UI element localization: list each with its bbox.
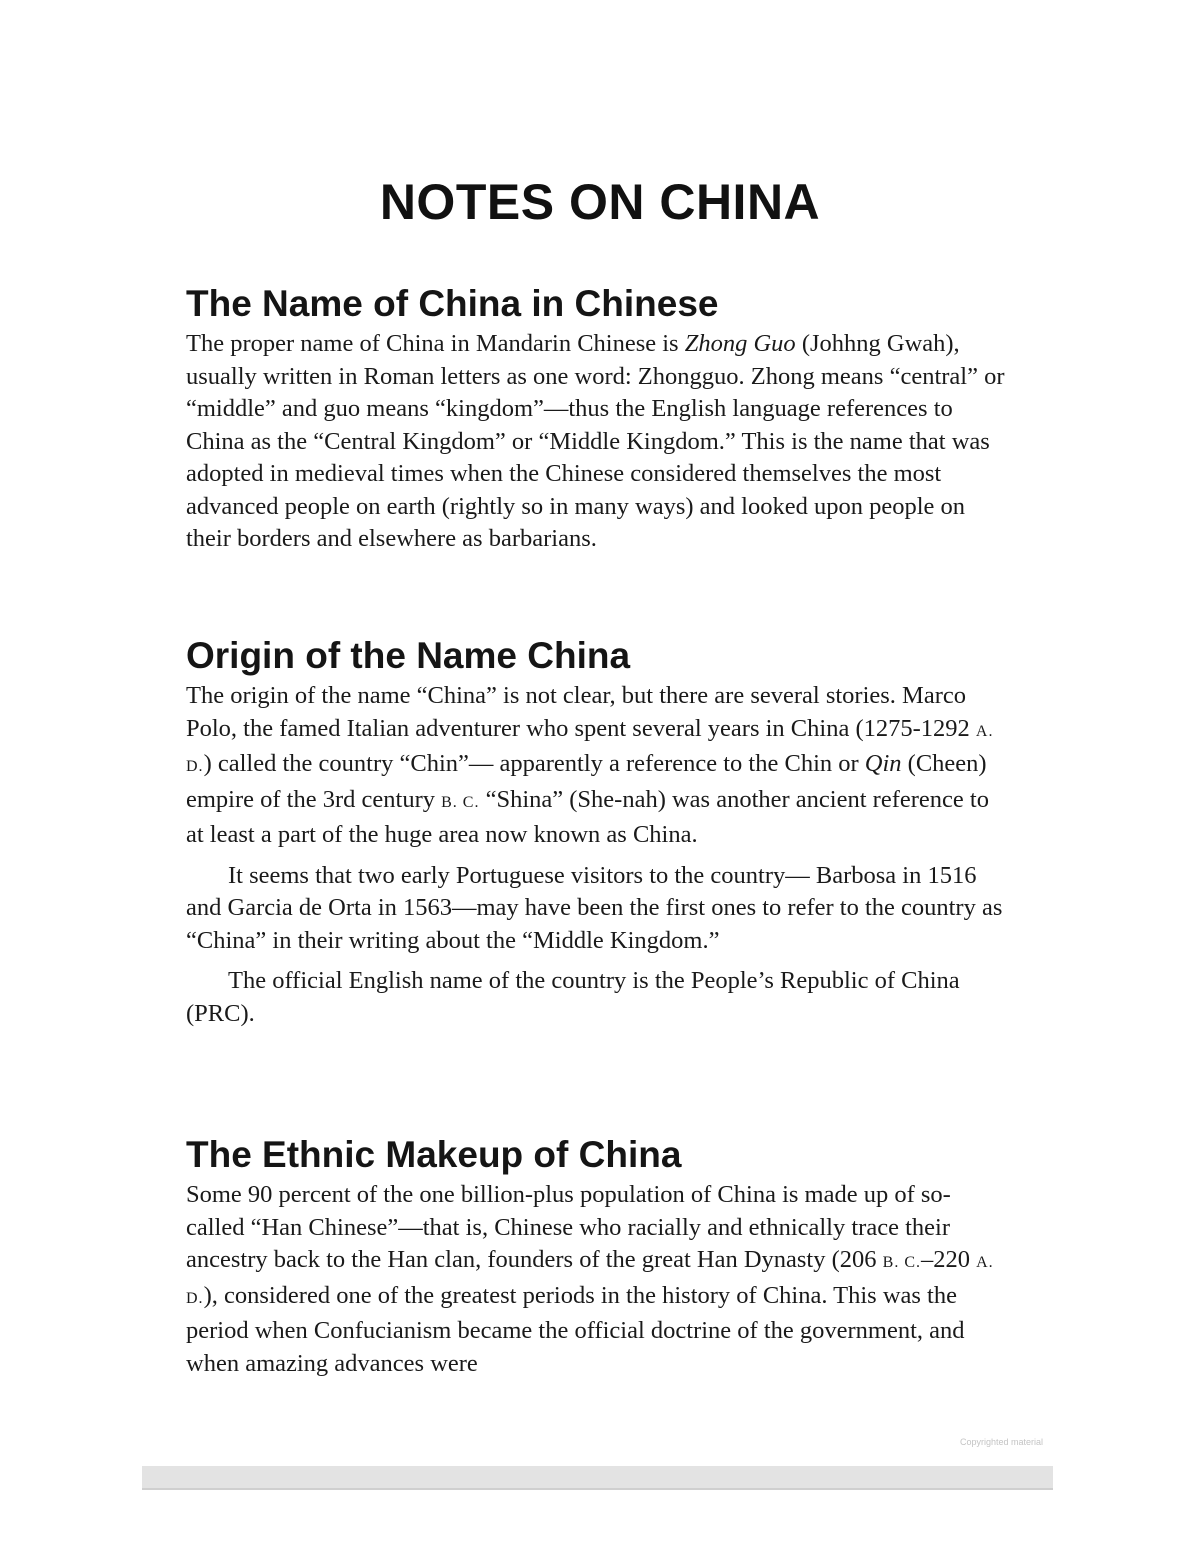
section-heading: The Ethnic Makeup of China xyxy=(186,1134,682,1175)
paragraph: The official English name of the country is the People’s Republic of China (PRC). xyxy=(186,967,960,1027)
emphasis-text: Zhong Guo xyxy=(684,330,796,357)
era-abbreviation: B. C. xyxy=(441,793,480,811)
era-abbreviation: B. C. xyxy=(882,1254,921,1271)
text-run: ), considered one of the greatest periods in the history of China. This was the period when Confucianism became the official doctrine of the government, and when amazing advances were xyxy=(186,1281,965,1377)
era-abbreviation: A. D. xyxy=(186,722,994,775)
text-run: ) called the country “Chin”— apparently a reference to the Chin or xyxy=(203,750,865,777)
page-bottom-bar xyxy=(142,1466,1053,1490)
section-heading: The Name of China in Chinese xyxy=(186,283,719,324)
page-title: NOTES ON CHINA xyxy=(379,174,821,230)
paragraph xyxy=(186,328,1006,556)
text-run: “Shina” (She-nah) was another ancient reference to at least a part of the huge area now known as China. xyxy=(186,785,989,848)
paragraph: It seems that two early Portuguese visitors to the country— Barbosa in 1516 and Garcia de Orta in 1563—may have been the first ones to refer to the country as “China” in their writing about the “Middle Kingdom.” xyxy=(186,861,1003,954)
text-run: (Johhng Gwah), usually written in Roman letters as one word: Zhongguo. Zhong means “central” or “middle” and guo means “kingdom”—thus the English language references to China as the “Central Kingdom” or “Middle Kingdom.” This is the name that was adopted in medieval times when the Chinese considered themselves the most advanced people on earth (rightly so in many ways) and looked upon people on their borders and elsewhere as barbarians. xyxy=(186,330,1005,552)
text-run: The proper name of China in Mandarin Chinese is xyxy=(186,330,685,357)
section-heading: Origin of the Name China xyxy=(186,635,631,676)
paragraph xyxy=(186,1179,1006,1380)
text-run: –220 xyxy=(921,1246,977,1273)
copyright-notice: Copyrighted material xyxy=(959,1437,1043,1447)
era-abbreviation: A. D. xyxy=(186,1254,994,1307)
section-origin-of-name xyxy=(186,634,1006,1030)
section-name-in-chinese xyxy=(186,282,1006,556)
paragraph xyxy=(186,680,1006,852)
text-run: The origin of the name “China” is not clear, but there are several stories. Marco Polo, the famed Italian adventurer who spent several years in China (1275-1292 xyxy=(186,682,976,742)
text-run: (Cheen) empire of the 3rd century xyxy=(186,750,987,813)
section-ethnic-makeup xyxy=(186,1133,1006,1380)
text-run: Some 90 percent of the one billion-plus population of China is made up of so-called “Han Chinese”—that is, Chinese who racially and ethnically trace their ancestry back to the Han clan, founders of the great Han Dynasty (206 xyxy=(186,1181,951,1273)
emphasis-text: Qin xyxy=(864,750,902,777)
